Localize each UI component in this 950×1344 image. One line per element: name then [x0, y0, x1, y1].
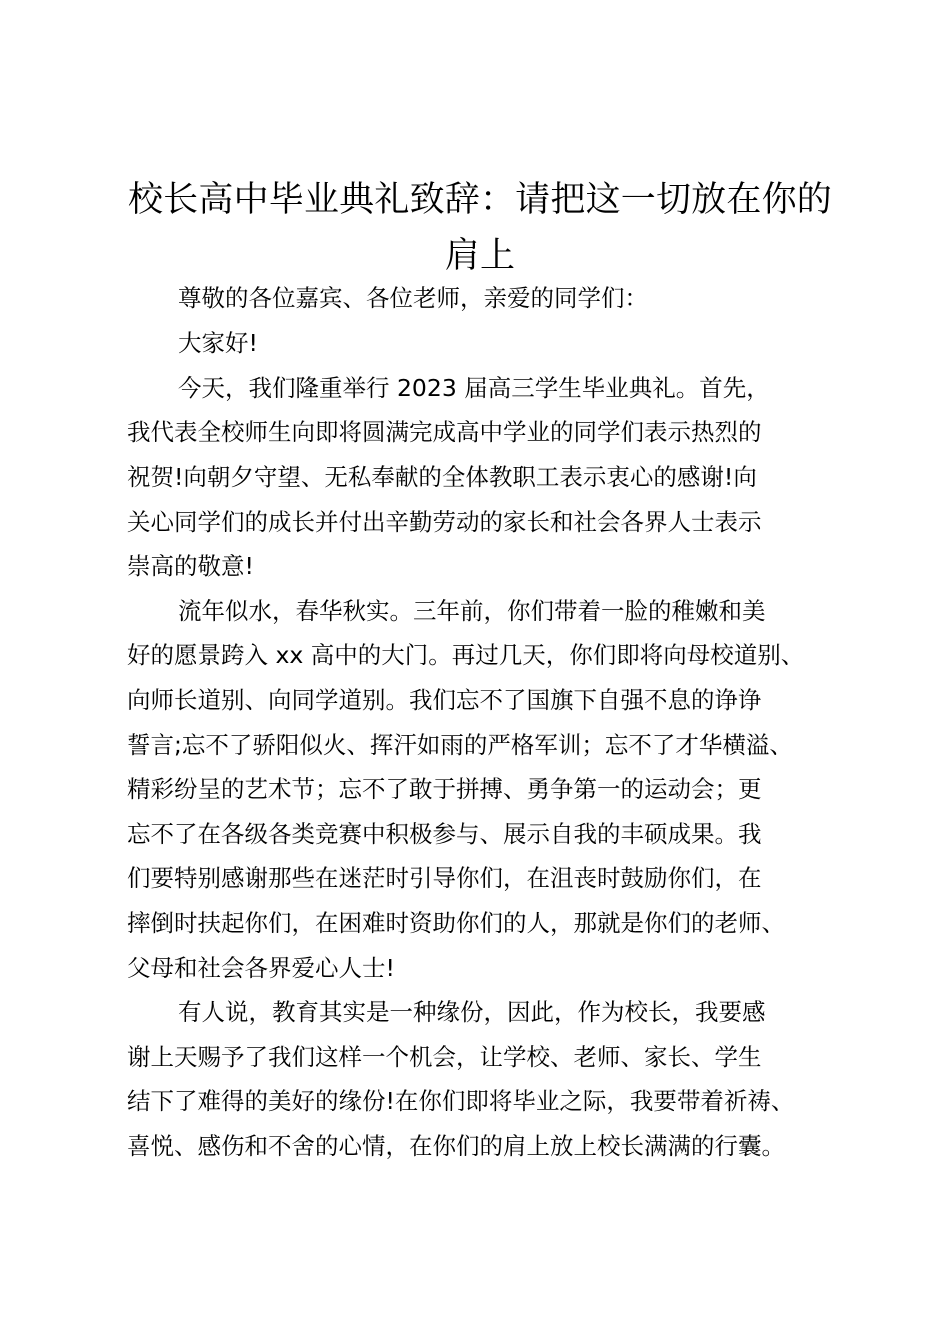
title-line-1: 校长高中毕业典礼致辞：请把这一切放在你的: [127, 180, 832, 220]
paragraph-3-line-2: 谢上天赐予了我们这样一个机会，让学校、老师、家长、学生: [127, 1043, 762, 1071]
paragraph-2-line-4: 誓言;忘不了骄阳似火、挥汗如雨的严格军训；忘不了才华横溢、: [127, 731, 793, 759]
paragraph-1-line-1: 今天，我们隆重举行 2023 届高三学生毕业典礼。首先，: [178, 374, 770, 402]
paragraph-1-line-3: 祝贺!向朝夕守望、无私奉献的全体教职工表示衷心的感谢!向: [127, 463, 757, 491]
paragraph-2-line-9: 父母和社会各界爱心人士!: [127, 954, 395, 982]
paragraph-2-line-3: 向师长道别、向同学道别。我们忘不了国旗下自强不息的诤诤: [127, 686, 762, 714]
paragraph-2-line-8: 摔倒时扶起你们，在困难时资助你们的人，那就是你们的老师、: [127, 909, 785, 937]
paragraph-2-line-1: 流年似水，春华秋实。三年前，你们带着一脸的稚嫩和美: [178, 597, 766, 625]
paragraph-3-line-1: 有人说，教育其实是一种缘份，因此，作为校长，我要感: [178, 998, 766, 1026]
paragraph-2-line-2: 好的愿景跨入 xx 高中的大门。再过几天，你们即将向母校道别、: [127, 641, 805, 669]
paragraph-2-line-5: 精彩纷呈的艺术节；忘不了敢于拼搏、勇争第一的运动会；更: [127, 775, 762, 803]
document-title: [127, 172, 833, 284]
paragraph-1-line-5: 崇高的敬意!: [127, 552, 254, 580]
paragraph-3-line-3: 结下了难得的美好的缘份!在你们即将毕业之际，我要带着祈祷、: [127, 1087, 795, 1115]
greeting-line: 大家好!: [178, 329, 258, 357]
title-line-2: 肩上: [444, 236, 516, 276]
paragraph-1-line-4: 关心同学们的成长并付出辛勤劳动的家长和社会各界人士表示: [127, 508, 762, 536]
paragraph-2-line-7: 们要特别感谢那些在迷茫时引导你们，在沮丧时鼓励你们，在: [127, 864, 762, 892]
salutation-line: 尊敬的各位嘉宾、各位老师，亲爱的同学们：: [178, 284, 648, 312]
paragraph-3-line-4: 喜悦、感伤和不舍的心情，在你们的肩上放上校长满满的行囊。: [127, 1132, 785, 1160]
paragraph-2-line-6: 忘不了在各级各类竞赛中积极参与、展示自我的丰硕成果。我: [127, 820, 762, 848]
paragraph-1-line-2: 我代表全校师生向即将圆满完成高中学业的同学们表示热烈的: [127, 418, 762, 446]
